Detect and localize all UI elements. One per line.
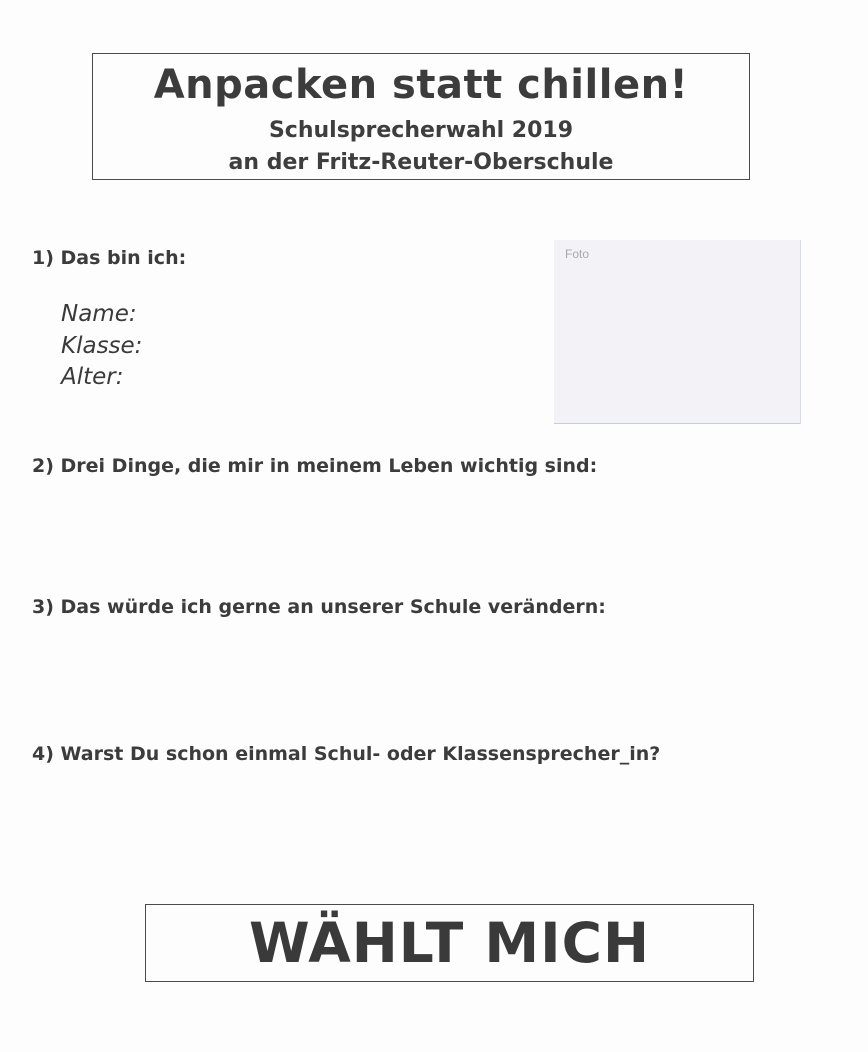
photo-placeholder — [554, 240, 801, 424]
question-4-heading: 4) Warst Du schon einmal Schul- oder Klassensprecher_in? — [32, 743, 661, 765]
class-label: Klasse: — [61, 333, 143, 359]
age-label: Alter: — [61, 364, 124, 390]
name-label: Name: — [61, 301, 137, 327]
photo-label: Foto — [565, 247, 590, 261]
page-title: Anpacken statt chillen! — [153, 62, 689, 108]
vote-slogan: WÄHLT MICH — [249, 911, 650, 975]
footer-box — [145, 904, 754, 982]
header-box — [92, 53, 750, 180]
school-subtitle: an der Fritz-Reuter-Oberschule — [228, 150, 614, 175]
question-3-heading: 3) Das würde ich gerne an unserer Schule verändern: — [32, 596, 606, 618]
question-1-heading: 1) Das bin ich: — [32, 247, 187, 269]
election-subtitle: Schulsprecherwahl 2019 — [268, 118, 574, 143]
question-2-heading: 2) Drei Dinge, die mir in meinem Leben wichtig sind: — [32, 455, 598, 477]
